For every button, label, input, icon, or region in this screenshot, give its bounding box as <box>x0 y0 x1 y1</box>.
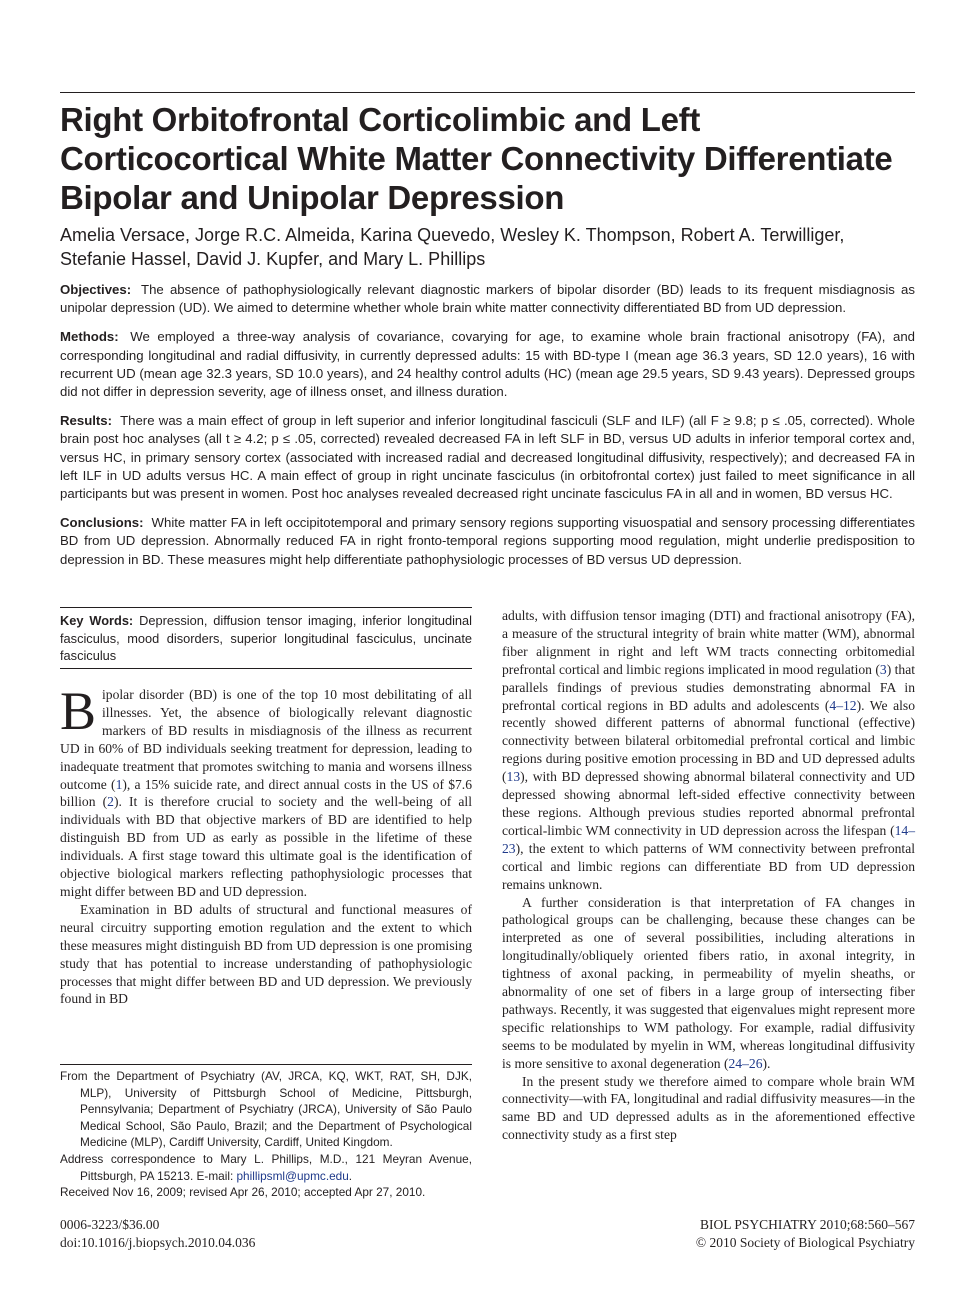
footer-left <box>60 1216 255 1252</box>
conclusions-text: White matter FA in left occipitotemporal and primary sensory regions supporting visuospatial and sensory processing differentiates BD from UD depression. Abnormally reduced FA in right fronto-temporal regions supporting mood regulation, might underlie predisposition to depression in BD. These measures might help differentiate pathophysiologic processes of BD versus UD depression. <box>60 515 915 567</box>
body-text: Examination in BD adults of structural and functional measures of neural circuitry supporting emotion regulation and the extent to which these measures might distinguish BD from UD depression is one promising study that has potential to increase understanding of pathophysiologic processes that might differ between BD and UD depression. We previously found in BD <box>60 901 472 1007</box>
title-line: Right Orbitofrontal Corticolimbic and Left <box>60 101 701 138</box>
body-paragraph <box>502 1073 915 1145</box>
correspondence-address <box>60 1151 472 1184</box>
affiliations <box>60 1068 472 1201</box>
copyright: © 2010 Society of Biological Psychiatry <box>695 1235 915 1250</box>
body-text: ipolar disorder (BD) is one of the top 10 most debilitating of all illnesses. Yet, the absence of biologically relevant diagnostic markers of BD results in misdiagnosis of the illness as recurrent UD in 60% of BD individuals seeking treatment for depression, leading to inadequate treatment that promotes switching to mania and worsens illness outcome ( <box>60 687 472 792</box>
abstract-objectives <box>60 281 915 317</box>
body-text: adults, with diffusion tensor imaging (DTI) and fractional anisotropy (FA), a measure of the structural integrity of brain white matter (WM), abnormal fiber alignment in right and left WM tracts connecting orbitomedial prefrontal cortical and limbic regions implicated in mood regulation ( <box>502 608 915 677</box>
issn-price: 0006-3223/$36.00 <box>60 1217 160 1232</box>
body-text: ) that parallels findings of previous studies demonstrating abnormal FA in prefrontal cortical regions in BD adults and adolescents ( <box>502 661 915 713</box>
address-text: . <box>348 1168 353 1183</box>
keywords-text: Depression, diffusion tensor imaging, inferior longitudinal fasciculus, mood disorders, superior longitudinal fasciculus, uncinate fasciculus <box>60 613 473 663</box>
top-rule <box>60 92 915 93</box>
keywords-heading: Key Words: <box>60 613 134 628</box>
citation-link[interactable]: 3 <box>879 661 887 677</box>
keywords-rule-top <box>60 607 472 608</box>
body-text: ), with BD depressed showing abnormal bilateral connectivity and UD depressed showing abnormal left-sided effective connectivity between these regions. Although previous studies reported abnormal prefrontal cortical-limbic WM connectivity in UD depression across the lifespan ( <box>502 769 915 838</box>
objectives-text: The absence of pathophysiologically relevant diagnostic markers of bipolar disorder (BD) leads to its frequent misdiagnosis as unipolar depression (UD). We aimed to determine whether whole brain white matter connectivity differentiated BD from UD depression. <box>60 282 915 316</box>
footer-right <box>696 1216 915 1252</box>
title-line: Corticocortical White Matter Connectivity Differentiate <box>60 140 893 177</box>
affiliations-rule <box>60 1064 472 1065</box>
doi: doi:10.1016/j.biopsych.2010.04.036 <box>60 1235 256 1250</box>
body-paragraph <box>502 894 915 1073</box>
received-dates: Received Nov 16, 2009; revised Apr 26, 2010; accepted Apr 27, 2010. <box>60 1185 426 1200</box>
conclusions-heading: Conclusions: <box>60 515 144 531</box>
abstract-methods <box>60 328 915 401</box>
keywords <box>60 612 472 665</box>
article-title <box>60 100 930 217</box>
methods-heading: Methods: <box>60 329 119 345</box>
citation-link[interactable]: 24–26 <box>728 1055 763 1071</box>
citation-link[interactable]: 1 <box>115 776 123 792</box>
authors-line: Stefanie Hassel, David J. Kupfer, and Mary L. Phillips <box>60 249 486 269</box>
body-paragraph <box>60 901 472 1008</box>
body-text: ). <box>762 1055 771 1071</box>
authors-line: Amelia Versace, Jorge R.C. Almeida, Karina Quevedo, Wesley K. Thompson, Robert A. Terwilliger, <box>60 225 845 245</box>
email-link[interactable]: phillipsml@upmc.edu <box>236 1168 349 1183</box>
body-text: ), the extent to which patterns of WM connectivity between prefrontal cortical and limbic regions can differentiate BD from UD depression remains unknown. <box>502 840 915 892</box>
body-text: ). We also recently showed different patterns of abnormal functional (effective) connectivity between bilateral orbitomedial prefrontal cortical and limbic regions during positive emotion processing in BD and UD depressed adults ( <box>502 697 915 785</box>
objectives-heading: Objectives: <box>60 282 132 297</box>
results-heading: Results: <box>60 413 113 429</box>
citation-link[interactable]: 2 <box>107 794 114 810</box>
abstract-conclusions <box>60 514 915 569</box>
author-list <box>60 223 930 271</box>
citation-link[interactable]: 14–23 <box>502 822 915 856</box>
results-text: There was a main effect of group in left superior and inferior longitudinal fasciculi (SLF and ILF) (all F ≥ 9.8; p ≤ .05, corrected). Whole brain post hoc analyses (all t ≥ 4.2; p ≤ .05, corrected) revealed decreased FA in left SLF in BD, versus UD adults in inferior temporal cortex and, versus HC, in primary sensory cortex (associated with increased radial and decreased longitudinal diffusivity, respectively); and decreased FA in left ILF in UD adults versus HC. A main effect of group in right uncinate fasciculus (in orbitofrontal cortex) just failed to meet significance in all participants but was present in women. Post hoc analyses revealed decreased right uncinate fasciculus FA in all and in women, BD versus HC. <box>60 413 915 502</box>
abstract <box>60 281 915 580</box>
title-line: Bipolar and Unipolar Depression <box>60 179 565 216</box>
body-text: ), a 15% suicide rate, and direct annual costs in the US of $7.6 billion ( <box>60 776 473 810</box>
body-text: In the present study we therefore aimed to compare whole brain WM connectivity—with FA, longitudinal and radial diffusivity measures—in the same BD and UD depressed adults as in the aforementioned effective connectivity study as a first step <box>502 1073 915 1143</box>
affiliation-text: From the Department of Psychiatry (AV, JRCA, KQ, WKT, RAT, SH, DJK, MLP), University of Pittsburgh School of Medicine, Pittsburgh, Pennsylvania; Department of Psychiatry (JRCA), University of São Paulo Medical School, São Paulo, Brazil; and the Department of Psychological Medicine (MLP), Cardiff University, Cardiff, United Kingdom. <box>60 1069 472 1150</box>
citation-link[interactable]: 13 <box>506 769 521 785</box>
body-text: A further consideration is that interpretation of FA changes in pathological groups can be challenging, because these changes can be interpreted as one of several possibilities, including alterations in longitudinally/obliquely oriented fibers ratio, in axonal integrity, in tightness of axonal packing, in permeability of myelin sheaths, or abnormality of one set of fibers in a large group of intersecting fiber pathways. Recently, it was suggested that eigenvalues might represent more specific relationships to WM pathology. For example, radial diffusivity seems to be modulated by myelin in WM, whereas longitudinal diffusivity is more sensitive to axonal degeneration ( <box>502 894 915 1071</box>
body-paragraph <box>60 681 473 901</box>
citation-link[interactable]: 4–12 <box>829 697 857 713</box>
journal-citation: BIOL PSYCHIATRY 2010;68:560–567 <box>699 1217 915 1232</box>
keywords-rule-bottom <box>60 668 472 669</box>
drop-cap: B <box>60 681 97 741</box>
body-text: ). It is therefore crucial to society and the well-being of all individuals with BD that objective markers of BD are identified to help distinguish BD from UD as early as possible in the lifetime of these individuals. A first stage toward this ultimate goal is the identification of objective biological markers reflecting pathophysiologic processes that might differ between BD and UD depression. <box>60 794 472 899</box>
body-column-left <box>60 681 473 1008</box>
body-paragraph <box>502 607 915 894</box>
body-column-right <box>502 607 915 1144</box>
address-text: Address correspondence to Mary L. Phillips, M.D., 121 Meyran Avenue, Pittsburgh, PA 15213. E-mail: <box>60 1151 472 1183</box>
methods-text: We employed a three-way analysis of covariance, covarying for age, to examine whole brain fractional anisotropy (FA), and corresponding longitudinal and radial diffusivity, in currently depressed adults: 15 with BD-type I (mean age 36.3 years, SD 12.0 years), 16 with recurrent UD (mean age 32.3 years, SD 10.0 years), and 24 healthy control adults (HC) (mean age 29.5 years, SD 9.43 years). Depressed groups did not differ in depression severity, age of illness onset, and illness duration. <box>60 329 916 400</box>
abstract-results <box>60 412 915 503</box>
